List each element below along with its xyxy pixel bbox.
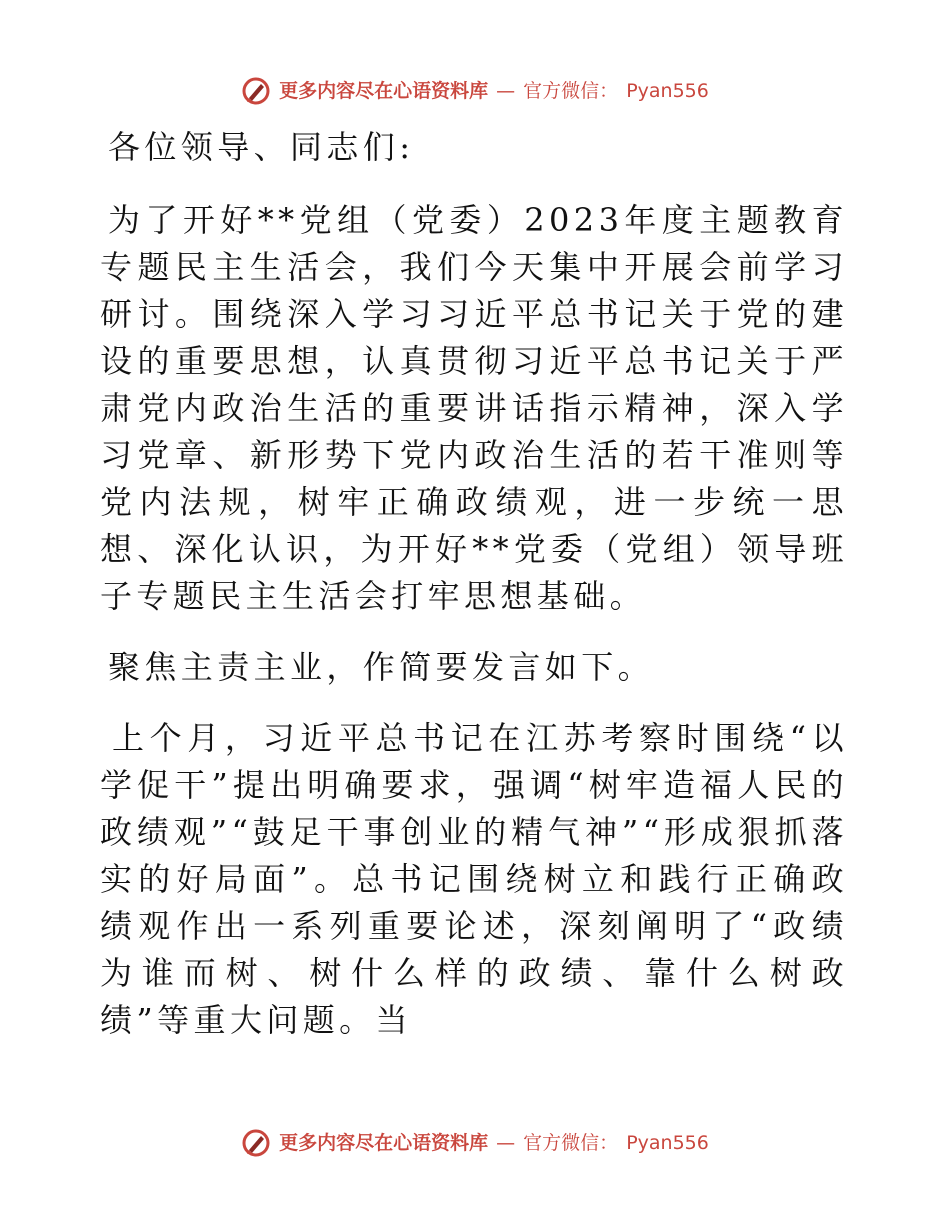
banner-text: 更多内容尽在心语资料库 (279, 80, 489, 102)
banner-wechat-id: Pyan556 (626, 80, 709, 102)
paragraph-1: 为了开好**党组（党委）2023年度主题教育专题民主生活会，我们今天集中开展会前学习研讨。围绕深入学习习近平总书记关于党的建设的重要思想，认真贯彻习近平总书记关于严肃党内政治生活的重要讲话指示精神，深入学习党章、新形势下党内政治生活的若干准则等党内法规，树牢正确政绩观，进一步统一思想、深化认识，为开好**党委（党组）领导班子专题民主生活会打牢思想基础。 (100, 201, 848, 615)
paragraph-2: 聚焦主责主业，作简要发言如下。 (108, 648, 655, 686)
banner-wechat-label: 官方微信： (523, 80, 619, 102)
paragraph-3: 上个月，习近平总书记在江苏考察时围绕“以学促干”提出明确要求，强调“树牢造福人民的政绩观”“鼓足干事创业的精气神”“形成狠抓落实的好局面”。总书记围绕树立和践行正确政绩观作出一系列重要论述，深刻阐明了“政绩为谁而树、树什么样的政绩、靠什么树政绩”等重大问题。当 (100, 719, 848, 1039)
banner-wechat-id: Pyan556 (626, 1132, 709, 1154)
banner-dash: — (496, 80, 516, 102)
banner-wechat-label: 官方微信： (523, 1132, 619, 1154)
footer-watermark-banner (0, 1128, 950, 1158)
banner-text: 更多内容尽在心语资料库 (279, 1132, 489, 1154)
document-body (100, 124, 848, 1044)
pen-logo-icon (241, 1128, 271, 1158)
greeting: 各位领导、同志们: (108, 128, 415, 166)
banner-dash: — (496, 1132, 516, 1154)
pen-logo-icon (241, 76, 271, 106)
header-watermark-banner (0, 76, 950, 106)
